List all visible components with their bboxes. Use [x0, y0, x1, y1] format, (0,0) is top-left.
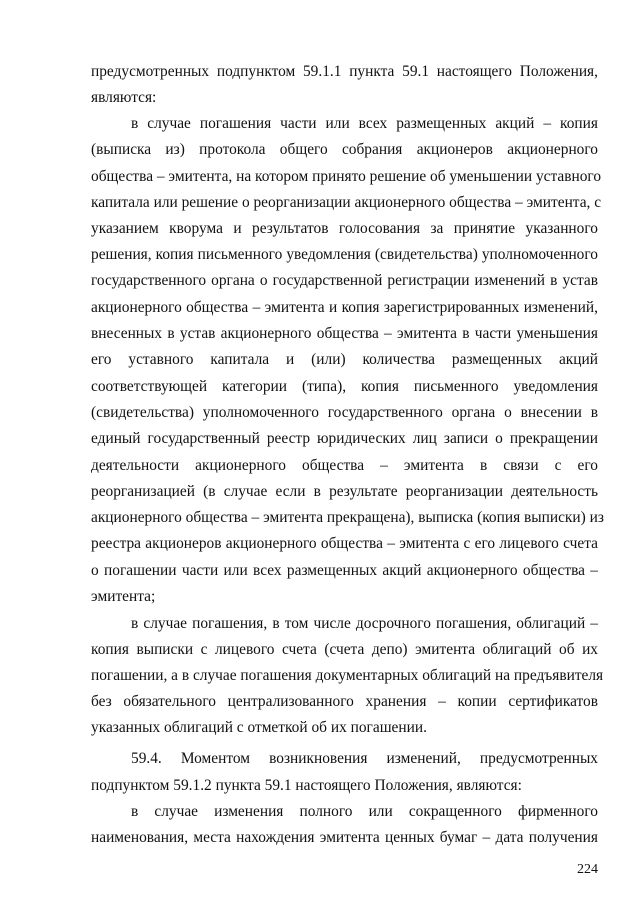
- text-line: о погашении части или всех размещенных акций акционерного общества –: [91, 562, 598, 579]
- text-line: внесенных в устав акционерного общества – эмитента в части уменьшения: [91, 325, 598, 342]
- text-line: в случае погашения части или всех размещенных акций – копия: [131, 115, 598, 132]
- text-line: государственного органа о государственной регистрации изменений в устав: [91, 272, 598, 289]
- text-line: погашении, а в случае погашения документарных облигаций на предъявителя: [91, 667, 604, 684]
- text-line: 59.4. Моментом возникновения изменений, предусмотренных: [131, 750, 598, 767]
- text-line: его уставного капитала и (или) количества размещенных акций: [91, 351, 598, 368]
- text-line: (выписка из) протокола общего собрания акционеров акционерного: [91, 141, 598, 158]
- text-line: деятельности акционерного общества – эмитента в связи с его: [91, 457, 598, 474]
- text-line: в случае изменения полного или сокращенного фирменного: [131, 803, 598, 820]
- text-line: реестра акционеров акционерного общества – эмитента с его лицевого счета: [91, 535, 598, 552]
- text-line: подпунктом 59.1.2 пункта 59.1 настоящего Положения, являются:: [91, 777, 522, 794]
- text-line: решения, копия письменного уведомления (свидетельства) уполномоченного: [91, 246, 598, 263]
- text-line: реорганизацией (в случае если в результате реорганизации деятельность: [91, 483, 598, 500]
- text-line: указанных облигаций с отметкой об их погашении.: [91, 719, 427, 736]
- text-line: копия выписки с лицевого счета (счета депо) эмитента облигаций об их: [91, 641, 598, 658]
- text-line: в случае погашения, в том числе досрочного погашения, облигаций –: [131, 615, 598, 632]
- page-number: 224: [577, 862, 598, 877]
- text-line: акционерного общества – эмитента прекращена), выписка (копия выписки) из: [91, 509, 604, 526]
- text-line: предусмотренных подпунктом 59.1.1 пункта 59.1 настоящего Положения,: [91, 63, 598, 80]
- text-line: являются:: [91, 89, 157, 106]
- text-line: соответствующей категории (типа), копия письменного уведомления: [91, 378, 598, 395]
- text-line: наименования, места нахождения эмитента ценных бумаг – дата получения: [91, 829, 598, 846]
- text-line: без обязательного централизованного хранения – копии сертификатов: [91, 693, 598, 710]
- text-line: общества – эмитента, на котором принято решение об уменьшении уставного: [91, 168, 602, 185]
- text-line: капитала или решение о реорганизации акционерного общества – эмитента, с: [91, 194, 602, 211]
- text-line: указанием кворума и результатов голосования за принятие указанного: [91, 220, 598, 237]
- text-line: единый государственный реестр юридических лиц записи о прекращении: [91, 430, 598, 447]
- text-line: (свидетельства) уполномоченного государственного органа о внесении в: [91, 404, 598, 421]
- text-line: акционерного общества – эмитента и копия зарегистрированных изменений,: [91, 299, 598, 316]
- text-line: эмитента;: [91, 588, 156, 605]
